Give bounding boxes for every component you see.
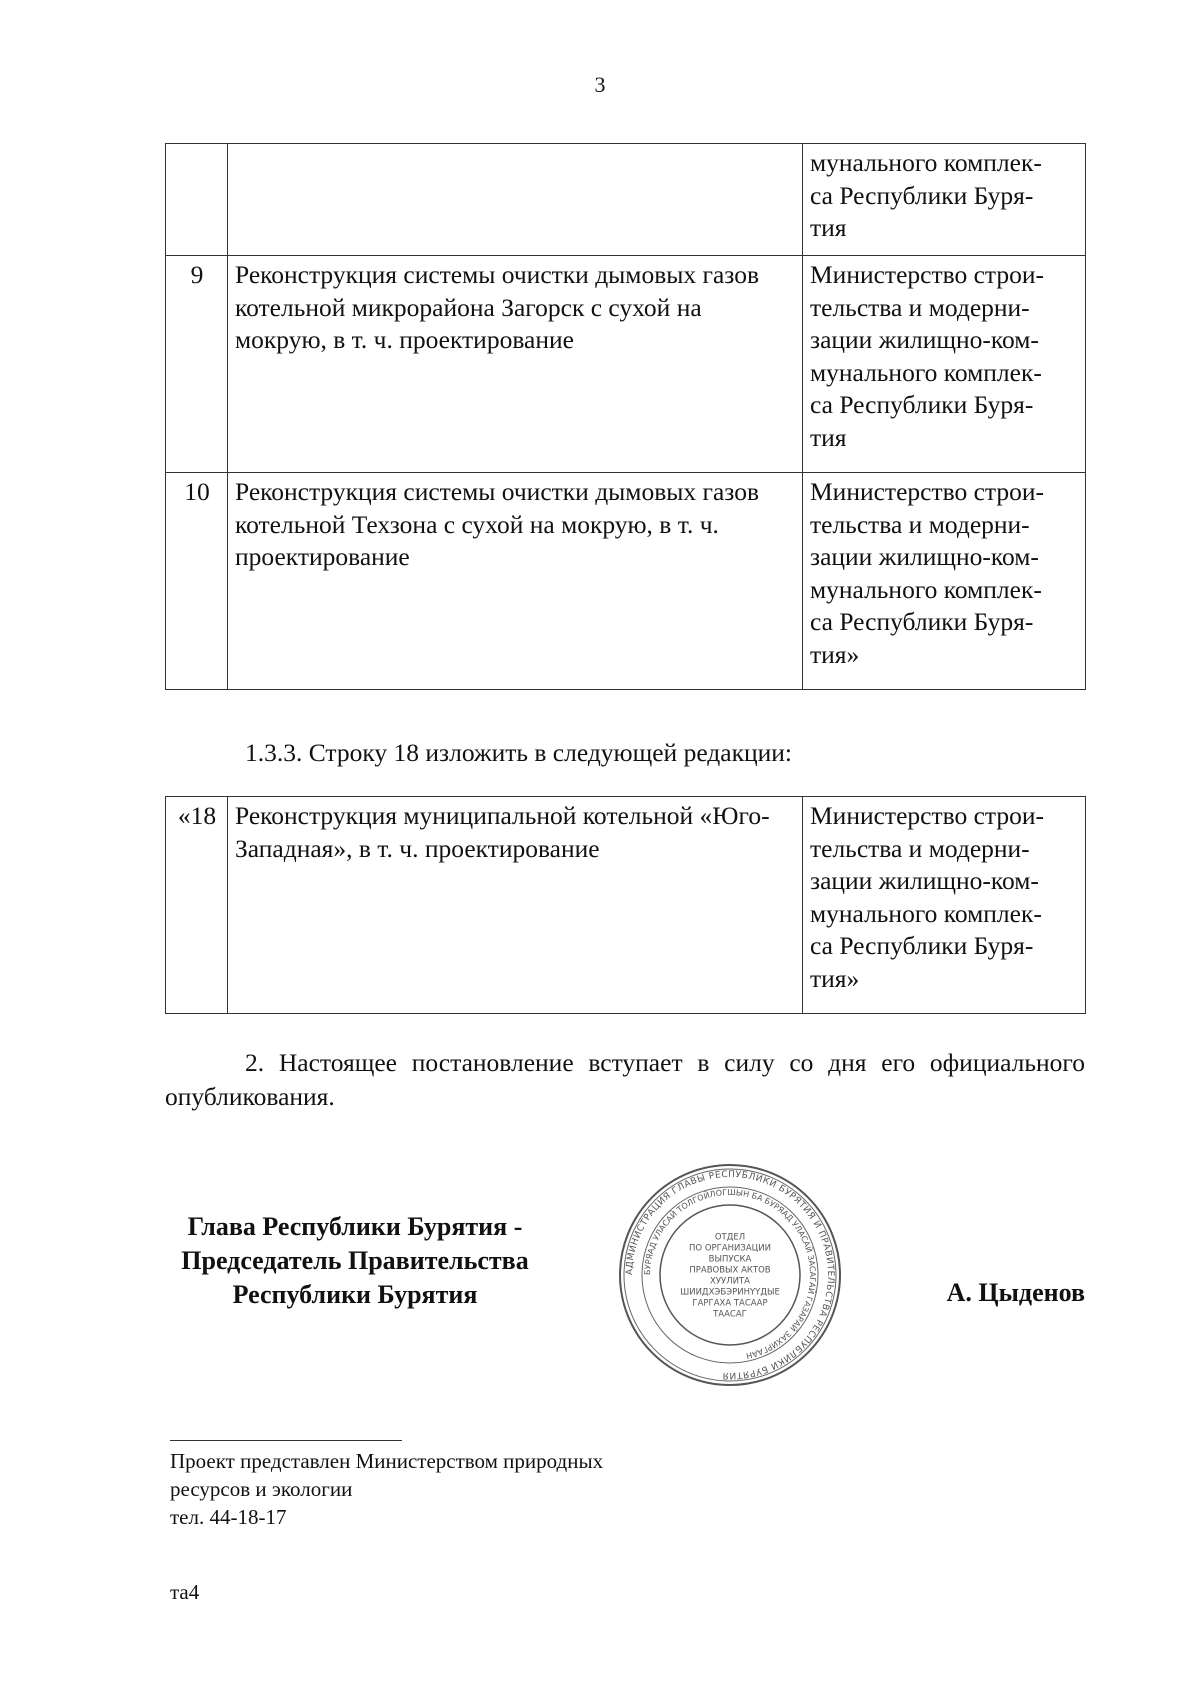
footnote-divider	[170, 1440, 402, 1441]
paragraph-2: 2. Настоящее постановление вступает в силу со дня его официального опубликования.	[165, 1048, 1085, 1111]
table-row	[166, 473, 1086, 690]
svg-text:ПО ОРГАНИЗАЦИИ: ПО ОРГАНИЗАЦИИ	[689, 1243, 771, 1254]
activity-name: Реконструкция системы очистки дымовых газов котельной Техзона с сухой на мокрую, в т. ч. проектирование	[228, 473, 803, 690]
paragraph-1-3-3: 1.3.3. Строку 18 изложить в следующей редакции:	[245, 738, 793, 767]
activity-name	[228, 144, 803, 256]
svg-text:АДМИНИСТРАЦИЯ ГЛАВЫ РЕСПУБЛИКИ: АДМИНИСТРАЦИЯ ГЛАВЫ РЕСПУБЛИКИ БУРЯТИЯ И ПРАВИТЕЛЬСТВА РЕСПУБЛИКИ БУРЯТИЯ	[624, 1169, 836, 1381]
document-code: та4	[170, 1580, 200, 1604]
row-number	[166, 144, 228, 256]
row-number: «18	[166, 797, 228, 1014]
signature-title-line: Глава Республики Бурятия -	[187, 1212, 523, 1241]
table-row	[166, 144, 1086, 256]
row-number: 9	[166, 256, 228, 473]
footnote: Проект представлен Министерством природных ресурсов и экологии тел. 44-18-17	[170, 1449, 604, 1529]
svg-text:ГАРГАХА ТАСААР: ГАРГАХА ТАСААР	[692, 1298, 768, 1309]
svg-text:БУРЯАД УЛАСАЙ ТОЛГОЙЛОГШЫН БА: БУРЯАД УЛАСАЙ ТОЛГОЙЛОГШЫН БА БУРЯАД УЛАСАЙ ЗАСАГАЙ ГАЗАРАЙ ЗАХИРГААН	[642, 1187, 818, 1361]
svg-text:ОТДЕЛ: ОТДЕЛ	[714, 1232, 746, 1243]
activity-name: Реконструкция муниципальной котельной «Юго-Западная», в т. ч. проектирование	[228, 797, 803, 1014]
signature-title	[160, 1210, 550, 1312]
row-number: 10	[166, 473, 228, 690]
svg-text:ПРАВОВЫХ АКТОВ: ПРАВОВЫХ АКТОВ	[689, 1265, 771, 1276]
activity-name: Реконструкция системы очистки дымовых газов котельной микрорайона Загорск с сухой на мокрую, в т. ч. проектирование	[228, 256, 803, 473]
svg-text:ШИИДХЭБЭРИНҮҮДЫЕ: ШИИДХЭБЭРИНҮҮДЫЕ	[680, 1287, 780, 1298]
official-seal-icon	[615, 1160, 845, 1390]
responsible-body: Министерство строи- тельства и модерни- зации жилищно-ком- мунального комплек- са Республики Буря- тия»	[803, 473, 1086, 690]
responsible-body: Министерство строи- тельства и модерни- зации жилищно-ком- мунального комплек- са Республики Буря- тия	[803, 256, 1086, 473]
svg-text:ТААСАГ: ТААСАГ	[713, 1309, 747, 1320]
page-number: 3	[594, 72, 606, 97]
signatory-name: А. Цыденов	[946, 1278, 1085, 1307]
responsible-body: мунального комплек- са Республики Буря- тия	[803, 144, 1086, 256]
activities-table-continued	[165, 143, 1086, 690]
table-row	[166, 256, 1086, 473]
signature-title-line: Республики Бурятия	[232, 1280, 478, 1309]
svg-text:ВЫПУСКА: ВЫПУСКА	[708, 1254, 752, 1265]
table-row	[166, 797, 1086, 1014]
row-18-table	[165, 796, 1086, 1014]
responsible-body: Министерство строи- тельства и модерни- зации жилищно-ком- мунального комплек- са Республики Буря- тия»	[803, 797, 1086, 1014]
signature-title-line: Председатель Правительства	[181, 1246, 529, 1275]
svg-text:ХУУЛИТА: ХУУЛИТА	[710, 1276, 750, 1287]
